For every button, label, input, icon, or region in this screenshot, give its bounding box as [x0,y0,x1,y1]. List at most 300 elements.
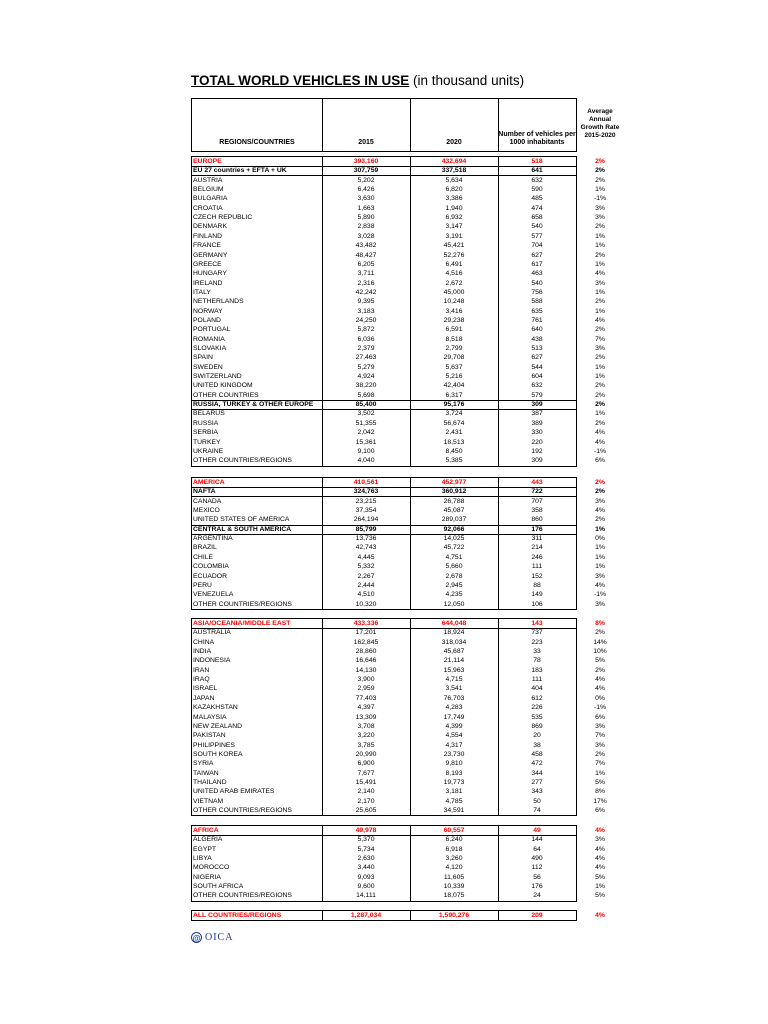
table-row [192,628,576,637]
growth-rate: 2% [595,392,605,399]
growth-rate: 2% [595,420,605,427]
table-row [192,288,576,297]
vehicles-per-1000: 632 [531,177,543,184]
vehicles-per-1000: 404 [531,685,543,692]
value-2020: 3,541 [445,685,463,692]
value-2015: 24,250 [355,317,377,324]
table-section [191,156,577,467]
country-name: UNITED STATES OF AMERICA [193,516,290,523]
growth-rate: 3% [595,573,605,580]
country-name: BELARUS [193,410,225,417]
growth-rate: 10% [593,648,607,655]
value-2015: 4,040 [357,457,375,464]
country-name: NORWAY [193,308,223,315]
value-2015: 38,220 [355,382,377,389]
vehicles-per-1000: 658 [531,214,543,221]
country-name: FINLAND [193,233,223,240]
vehicles-per-1000: 309 [531,401,543,408]
country-name: ECUADOR [193,573,227,580]
vehicles-per-1000: 192 [531,448,543,455]
value-2020: 3,147 [445,223,463,230]
country-name: TURKEY [193,439,221,446]
value-2015: 5,370 [357,836,375,843]
value-2015: 3,220 [357,732,375,739]
table-row [192,553,576,562]
vehicles-per-1000: 152 [531,573,543,580]
growth-rate: 3% [595,836,605,843]
country-name: ALL COUNTRIES/REGIONS [193,912,282,919]
country-name: AFRICA [193,827,219,834]
value-2020: 289,037 [441,516,467,523]
value-2020: 432,694 [441,158,467,165]
vehicles-per-1000: 343 [531,788,543,795]
country-name: OTHER COUNTRIES/REGIONS [193,807,292,814]
header-2020: 2020 [446,139,462,146]
country-name: AMERICA [193,479,225,486]
value-2015: 48,427 [355,252,377,259]
growth-rate: 4% [595,846,605,853]
vehicles-per-1000: 176 [531,526,543,533]
value-2015: 2,379 [357,345,375,352]
growth-rate: 14% [593,639,607,646]
vehicles-per-1000: 513 [531,345,543,352]
growth-rate: 2% [595,252,605,259]
value-2020: 4,399 [445,723,463,730]
table-row [192,882,576,891]
table-row [192,854,576,863]
country-name: KAZAKHSTAN [193,704,238,711]
growth-rate: 3% [595,601,605,608]
vehicles-per-1000: 737 [531,629,543,636]
country-name: ASIA/OCEANIA/MIDDLE EAST [193,620,291,627]
vehicles-per-1000: 38 [533,742,541,749]
table-row [192,787,576,796]
value-2015: 2,140 [357,788,375,795]
value-2020: 1,590,276 [438,912,470,919]
vehicles-per-1000: 106 [531,601,543,608]
vehicles-per-1000: 640 [531,326,543,333]
value-2015: 9,100 [357,448,375,455]
header-per-1000: Number of vehicles per 1000 inhabitants [498,131,576,146]
country-name: SLOVAKIA [193,345,227,352]
value-2015: 2,959 [357,685,375,692]
growth-rate: 1% [595,308,605,315]
value-2020: 4,120 [445,864,463,871]
value-2015: 5,890 [357,214,375,221]
value-2015: 410,561 [353,479,379,486]
country-name: ITALY [193,289,211,296]
value-2020: 18,924 [443,629,465,636]
country-name: IRAQ [193,676,210,683]
table-section [191,618,577,816]
growth-rate: 6% [595,807,605,814]
table-row [192,241,576,250]
country-name: SWEDEN [193,364,223,371]
vehicles-per-1000: 612 [531,695,543,702]
country-name: EUROPE [193,158,222,165]
value-2020: 4,785 [445,798,463,805]
value-2020: 6,820 [445,186,463,193]
vehicles-per-1000: 311 [531,535,543,542]
value-2020: 4,235 [445,591,463,598]
value-2020: 2,945 [445,582,463,589]
value-2015: 162,845 [353,639,379,646]
value-2015: 3,711 [357,270,375,277]
value-2020: 3,724 [445,410,463,417]
value-2015: 264,194 [353,516,379,523]
country-name: OTHER COUNTRIES/REGIONS [193,601,292,608]
country-name: DENMARK [193,223,227,230]
value-2015: 433,336 [353,620,379,627]
country-name: ALGERIA [193,836,223,843]
table-row [192,204,576,213]
table-row [192,409,576,418]
table-row [192,684,576,693]
vehicles-per-1000: 463 [531,270,543,277]
country-name: INDIA [193,648,212,655]
growth-rate: 2% [595,158,605,165]
growth-rate: 4% [595,317,605,324]
oica-logo-icon: @ [192,934,201,943]
value-2015: 43,482 [355,242,377,249]
country-name: BRAZIL [193,544,217,551]
value-2015: 17,201 [355,629,377,636]
vehicles-per-1000: 358 [531,507,543,514]
value-2015: 3,785 [357,742,375,749]
growth-rate: 2% [595,488,605,495]
value-2020: 5,216 [445,373,463,380]
vehicles-per-1000: 344 [531,770,543,777]
value-2015: 9,093 [357,874,375,881]
country-name: IRELAND [193,280,223,287]
growth-rate: 2% [595,354,605,361]
value-2020: 3,416 [445,308,463,315]
value-2020: 95,176 [443,401,465,408]
value-2015: 2,170 [357,798,375,805]
region-total-row [192,911,576,921]
header-growth-rate: Average Annual Growth Rate 2015-2020 [580,108,620,139]
value-2015: 15,361 [355,439,377,446]
growth-rate: 2% [595,223,605,230]
table-row [192,741,576,750]
growth-rate: 5% [595,874,605,881]
country-name: FRANCE [193,242,221,249]
value-2020: 6,317 [445,392,463,399]
growth-rate: 1% [595,242,605,249]
country-name: NEW ZEALAND [193,723,243,730]
value-2015: 3,028 [357,233,375,240]
vehicles-per-1000: 472 [531,760,543,767]
country-name: VENEZUELA [193,591,234,598]
value-2015: 4,445 [357,554,375,561]
growth-rate: 1% [595,364,605,371]
vehicles-per-1000: 707 [531,498,543,505]
growth-rate: 4% [595,429,605,436]
country-name: CROATIA [193,205,223,212]
country-name: CANADA [193,498,222,505]
value-2015: 51,355 [355,420,377,427]
value-2020: 14,025 [443,535,465,542]
value-2020: 52,276 [443,252,465,259]
value-2020: 5,637 [445,364,463,371]
vehicles-per-1000: 389 [531,420,543,427]
growth-rate: 2% [595,401,605,408]
value-2020: 15,963 [443,667,465,674]
growth-rate: 2% [595,751,605,758]
table-row [192,543,576,552]
value-2015: 6,205 [357,261,375,268]
value-2015: 2,444 [357,582,375,589]
vehicles-per-1000: 143 [531,620,543,627]
growth-rate: 4% [595,439,605,446]
value-2015: 5,279 [357,364,375,371]
value-2020: 10,339 [443,883,465,890]
vehicles-per-1000: 641 [531,167,543,174]
table-row [192,731,576,740]
value-2020: 4,715 [445,676,463,683]
value-2020: 29,708 [443,354,465,361]
vehicles-per-1000: 78 [533,657,541,664]
vehicles-per-1000: 635 [531,308,543,315]
vehicles-per-1000: 50 [533,798,541,805]
table-row [192,873,576,882]
country-name: NETHERLANDS [193,298,244,305]
vehicles-per-1000: 209 [531,912,543,919]
table-row [192,456,576,465]
value-2020: 9,810 [445,760,463,767]
vehicles-per-1000: 544 [531,364,543,371]
growth-rate: 1% [595,883,605,890]
table-row [192,581,576,590]
growth-rate: 5% [595,892,605,899]
growth-rate: 8% [595,788,605,795]
value-2015: 4,510 [357,591,375,598]
value-2020: 8,450 [445,448,463,455]
value-2020: 23,730 [443,751,465,758]
country-name: CHILE [193,554,214,561]
value-2020: 45,722 [443,544,465,551]
table-row [192,316,576,325]
table-row [192,194,576,203]
value-2015: 23,215 [355,498,377,505]
title-units: (in thousand units) [409,73,525,88]
growth-rate: 4% [595,855,605,862]
value-2015: 3,900 [357,676,375,683]
value-2015: 2,316 [357,280,375,287]
country-name: INDONESIA [193,657,231,664]
value-2020: 29,238 [443,317,465,324]
value-2020: 21,114 [443,657,465,664]
value-2020: 6,491 [445,261,463,268]
growth-rate: 4% [595,507,605,514]
value-2020: 644,048 [441,620,467,627]
value-2020: 6,591 [445,326,463,333]
table-row [192,391,576,400]
value-2020: 4,751 [445,554,463,561]
value-2015: 16,646 [355,657,377,664]
vehicles-per-1000: 56 [533,874,541,881]
growth-rate: 1% [595,554,605,561]
value-2020: 3,260 [445,855,463,862]
table-row [192,497,576,506]
growth-rate: 2% [595,516,605,523]
oica-logo [191,932,233,943]
vehicles-per-1000: 74 [533,807,541,814]
growth-rate: 7% [595,732,605,739]
value-2020: 18,075 [443,892,465,899]
growth-rate: 1% [595,563,605,570]
value-2015: 6,900 [357,760,375,767]
table-row [192,363,576,372]
value-2020: 360,912 [441,488,467,495]
growth-rate: 3% [595,498,605,505]
country-name: COLOMBIA [193,563,229,570]
vehicles-per-1000: 277 [531,779,543,786]
country-name: UKRAINE [193,448,224,455]
vehicles-per-1000: 112 [531,864,543,871]
country-name: AUSTRALIA [193,629,231,636]
table-row [192,260,576,269]
value-2015: 6,036 [357,336,375,343]
country-name: ISRAEL [193,685,218,692]
value-2020: 3,386 [445,195,463,202]
country-name: MALAYSIA [193,714,227,721]
growth-rate: -1% [593,704,607,711]
table-row [192,647,576,656]
table-section [191,910,577,921]
table-row [192,515,576,524]
table-row [192,638,576,647]
growth-rate: 1% [595,233,605,240]
growth-rate: 4% [595,827,605,834]
vehicles-per-1000: 220 [531,439,543,446]
growth-rate: 2% [595,667,605,674]
value-2015: 2,630 [357,855,375,862]
value-2015: 28,860 [355,648,377,655]
value-2020: 34,591 [443,807,465,814]
table-row [192,703,576,712]
vehicles-per-1000: 111 [531,676,543,683]
value-2015: 3,183 [357,308,375,315]
country-name: BELGIUM [193,186,224,193]
value-2015: 6,426 [357,186,375,193]
value-2015: 15,491 [355,779,377,786]
table-row [192,694,576,703]
value-2020: 45,687 [443,648,465,655]
country-name: UNITED ARAB EMIRATES [193,788,275,795]
country-name: AUSTRIA [193,177,223,184]
vehicles-per-1000: 474 [531,205,543,212]
growth-rate: 2% [595,298,605,305]
value-2015: 5,734 [357,846,375,853]
value-2015: 27,463 [355,354,377,361]
page-title [191,73,524,88]
growth-rate: 3% [595,205,605,212]
country-name: THAILAND [193,779,227,786]
growth-rate: 4% [595,685,605,692]
value-2020: 2,678 [445,573,463,580]
value-2015: 3,502 [357,410,375,417]
growth-rate: 3% [595,280,605,287]
growth-rate: 0% [595,695,605,702]
vehicles-per-1000: 309 [531,457,543,464]
value-2020: 3,191 [445,233,463,240]
table-row [192,562,576,571]
value-2015: 4,397 [357,704,375,711]
value-2015: 49,978 [355,827,377,834]
country-name: OTHER COUNTRIES/REGIONS [193,457,292,464]
value-2015: 13,309 [355,714,377,721]
vehicles-per-1000: 176 [531,883,543,890]
value-2015: 3,630 [357,195,375,202]
value-2015: 5,698 [357,392,375,399]
table-row [192,325,576,334]
table-row [192,506,576,515]
value-2020: 2,431 [445,429,463,436]
table-row [192,778,576,787]
table-row [192,675,576,684]
value-2020: 18,513 [443,439,465,446]
table-row [192,269,576,278]
vehicles-per-1000: 214 [531,544,543,551]
value-2015: 42,743 [355,544,377,551]
value-2020: 45,087 [443,507,465,514]
country-name: VIETNAM [193,798,224,805]
vehicles-per-1000: 535 [531,714,543,721]
value-2020: 76,703 [443,695,465,702]
table-row [192,213,576,222]
country-name: MOROCCO [193,864,230,871]
value-2015: 307,759 [353,167,379,174]
vehicles-per-1000: 149 [531,591,543,598]
country-name: OTHER COUNTRIES/REGIONS [193,892,292,899]
growth-rate: 5% [595,779,605,786]
table-row [192,251,576,260]
value-2020: 8,518 [445,336,463,343]
value-2020: 4,317 [445,742,463,749]
vehicles-per-1000: 33 [533,648,541,655]
growth-rate: 2% [595,326,605,333]
value-2020: 4,554 [445,732,463,739]
vehicles-per-1000: 617 [531,261,543,268]
country-name: BULGARIA [193,195,228,202]
vehicles-per-1000: 761 [531,317,543,324]
country-name: IRAN [193,667,210,674]
table-row [192,590,576,599]
table-row [192,344,576,353]
table-row [192,353,576,362]
table-row [192,891,576,900]
country-name: TAIWAN [193,770,219,777]
vehicles-per-1000: 438 [531,336,543,343]
vehicles-per-1000: 627 [531,252,543,259]
vehicles-per-1000: 756 [531,289,543,296]
value-2015: 2,838 [357,223,375,230]
country-name: ARGENTINA [193,535,233,542]
table-row [192,222,576,231]
table-row [192,297,576,306]
table-row [192,279,576,288]
growth-rate: 0% [595,535,605,542]
value-2015: 42,242 [355,289,377,296]
table-row [192,447,576,456]
growth-rate: 3% [595,742,605,749]
growth-rate: 6% [595,457,605,464]
growth-rate: 3% [595,214,605,221]
value-2020: 10,248 [443,298,465,305]
value-2020: 8,193 [445,770,463,777]
vehicles-per-1000: 722 [531,488,543,495]
